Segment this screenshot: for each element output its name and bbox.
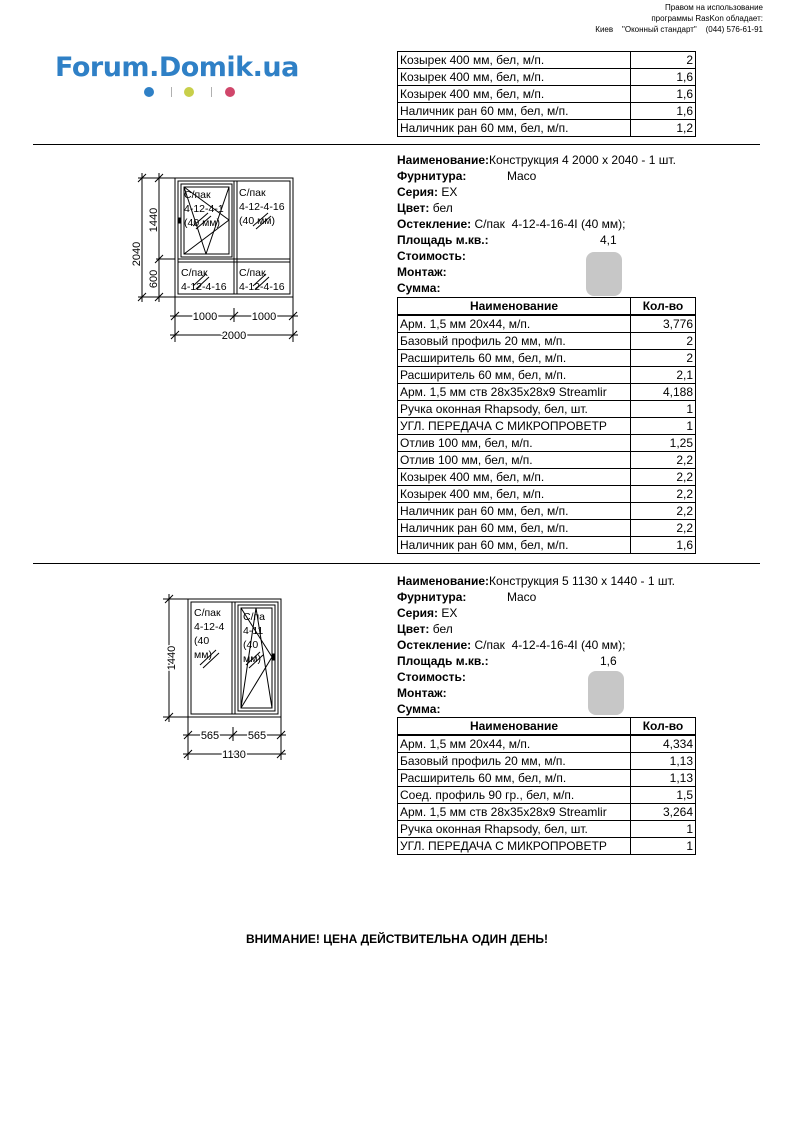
item-name: Расширитель 60 мм, бел, м/п. (398, 770, 631, 787)
price-warning: ВНИМАНИЕ! ЦЕНА ДЕЙСТВИТЕЛЬНА ОДИН ДЕНЬ! (245, 932, 549, 946)
table-row (398, 735, 696, 753)
table-row (398, 753, 696, 770)
pane-label: мм) (243, 653, 261, 665)
label-mounting: Монтаж: (397, 265, 447, 279)
item-qty: 2 (631, 333, 696, 350)
pane-label: С/пак (194, 607, 221, 619)
top-spec-table (397, 51, 696, 137)
logo-separator (171, 87, 172, 97)
label-series: Серия: (397, 606, 439, 620)
label-area: Площадь м.кв.: (397, 233, 489, 247)
item-name: Козырек 400 мм, бел, м/п. (398, 69, 631, 86)
item-qty: 4,188 (631, 384, 696, 401)
table-row (398, 537, 696, 554)
glazing-value: С/пак 4-12-4-16-4I (40 мм); (474, 217, 626, 231)
item-name: УГЛ. ПЕРЕДАЧА С МИКРОПРОВЕТР (398, 418, 631, 435)
logo-dot-blue (144, 87, 154, 97)
item-name: Козырек 400 мм, бел, м/п. (398, 486, 631, 503)
pane-label: С/пак (239, 187, 266, 199)
window-drawing-construction-4 (128, 168, 303, 348)
item-qty: 1,6 (631, 69, 696, 86)
item-name: УГЛ. ПЕРЕДАЧА С МИКРОПРОВЕТР (398, 838, 631, 855)
table-row (398, 367, 696, 384)
item-qty: 1,6 (631, 103, 696, 120)
copyright-line: Правом на использование (665, 3, 763, 12)
pane-label: (40 мм) (239, 215, 276, 227)
item-qty: 3,776 (631, 315, 696, 333)
pane-label: 4-12-4 (194, 621, 225, 633)
copyright-line: программы RasKon обладает: (651, 14, 763, 23)
dim-width-total: 1130 (222, 749, 246, 761)
series-value: EX (441, 606, 458, 620)
item-name: Наличник ран 60 мм, бел, м/п. (398, 120, 631, 137)
color-value: бел (432, 201, 453, 215)
item-qty: 1,25 (631, 435, 696, 452)
area-value: 4,1 (600, 233, 617, 247)
divider (33, 563, 760, 564)
table-row (398, 69, 696, 86)
item-name: Расширитель 60 мм, бел, м/п. (398, 367, 631, 384)
item-qty: 1,6 (631, 537, 696, 554)
pane-label: (40 (243, 639, 259, 651)
table-row (398, 503, 696, 520)
copyright-line: Киев "Оконный стандарт" (044) 576-61-91 (595, 25, 763, 34)
label-hardware: Фурнитура: (397, 169, 467, 183)
construction-info-5 (397, 573, 697, 717)
label-total: Сумма: (397, 702, 441, 716)
item-name: Расширитель 60 мм, бел, м/п. (398, 350, 631, 367)
logo (55, 52, 299, 101)
label-cost: Стоимость: (397, 670, 466, 684)
table-row (398, 401, 696, 418)
item-name: Козырек 400 мм, бел, м/п. (398, 52, 631, 69)
item-name: Козырек 400 мм, бел, м/п. (398, 86, 631, 103)
table-row (398, 52, 696, 69)
item-qty: 2,1 (631, 367, 696, 384)
item-qty: 2,2 (631, 520, 696, 537)
hardware-value: Maco (507, 590, 537, 604)
logo-dots (55, 87, 299, 101)
table-row (398, 418, 696, 435)
table-row (398, 520, 696, 537)
logo-dot-pink (225, 87, 235, 97)
item-qty: 1,2 (631, 120, 696, 137)
table-row (398, 350, 696, 367)
table-row (398, 838, 696, 855)
construction-name: Конструкция 4 2000 х 2040 - 1 шт. (489, 153, 676, 167)
dim-height-top: 1440 (148, 207, 160, 233)
col-header-name: Наименование (398, 298, 631, 316)
table-row (398, 770, 696, 787)
window-drawing-construction-5 (160, 590, 290, 762)
pane-label: 4-12-4-16 (239, 281, 285, 293)
series-value: EX (441, 185, 458, 199)
item-qty: 1,13 (631, 753, 696, 770)
item-name: Арм. 1,5 мм ств 28х35х28х9 Streamlir (398, 804, 631, 821)
item-qty: 2,2 (631, 503, 696, 520)
item-qty: 1,5 (631, 787, 696, 804)
pane-label: (40 мм) (184, 217, 221, 229)
table-row (398, 333, 696, 350)
item-name: Ручка оконная Rhapsody, бел, шт. (398, 821, 631, 838)
item-name: Наличник ран 60 мм, бел, м/п. (398, 103, 631, 120)
spec-table-construction-4 (397, 297, 696, 554)
table-row (398, 435, 696, 452)
label-cost: Стоимость: (397, 249, 466, 263)
item-name: Наличник ран 60 мм, бел, м/п. (398, 503, 631, 520)
item-name: Наличник ран 60 мм, бел, м/п. (398, 537, 631, 554)
dim-height-bottom: 600 (148, 269, 160, 289)
redaction-blob (588, 671, 624, 715)
pane-label: С/па (243, 611, 266, 623)
item-name: Ручка оконная Rhapsody, бел, шт. (398, 401, 631, 418)
item-qty: 1,6 (631, 86, 696, 103)
pane-label: 4-12-4-1 (184, 203, 224, 215)
item-qty: 2,2 (631, 486, 696, 503)
pane-label: С/пак (181, 267, 208, 279)
label-hardware: Фурнитура: (397, 590, 467, 604)
logo-dot-yellow (184, 87, 194, 97)
item-name: Арм. 1,5 мм ств 28х35х28х9 Streamlir (398, 384, 631, 401)
pane-label: мм) (194, 649, 212, 661)
table-row (398, 821, 696, 838)
table-row (398, 787, 696, 804)
label-glazing: Остекление: (397, 638, 472, 652)
col-header-qty: Кол-во (631, 718, 696, 736)
table-row (398, 384, 696, 401)
col-header-qty: Кол-во (631, 298, 696, 316)
table-row (398, 120, 696, 137)
item-name: Арм. 1,5 мм 20х44, м/п. (398, 735, 631, 753)
item-qty: 2 (631, 52, 696, 69)
item-name: Соед. профиль 90 гр., бел, м/п. (398, 787, 631, 804)
pane-label: 4-12-4-16 (181, 281, 227, 293)
area-value: 1,6 (600, 654, 617, 668)
item-name: Козырек 400 мм, бел, м/п. (398, 469, 631, 486)
item-qty: 1 (631, 821, 696, 838)
logo-separator (211, 87, 212, 97)
label-color: Цвет: (397, 201, 430, 215)
item-name: Базовый профиль 20 мм, м/п. (398, 753, 631, 770)
logo-text: Forum.Domik.ua (55, 52, 299, 83)
item-qty: 1 (631, 838, 696, 855)
item-name: Арм. 1,5 мм 20х44, м/п. (398, 315, 631, 333)
hardware-value: Maco (507, 169, 537, 183)
item-qty: 1 (631, 418, 696, 435)
table-row (398, 315, 696, 333)
item-name: Отлив 100 мм, бел, м/п. (398, 435, 631, 452)
pane-label: С/пак (184, 189, 211, 201)
item-qty: 4,334 (631, 735, 696, 753)
item-name: Отлив 100 мм, бел, м/п. (398, 452, 631, 469)
construction-info-4 (397, 152, 697, 296)
dim-width-total: 2000 (221, 330, 247, 342)
item-qty: 3,264 (631, 804, 696, 821)
table-row (398, 469, 696, 486)
item-qty: 1 (631, 401, 696, 418)
divider (33, 144, 760, 145)
table-row (398, 452, 696, 469)
item-name: Базовый профиль 20 мм, м/п. (398, 333, 631, 350)
dim-width-left: 565 (200, 730, 220, 742)
item-qty: 2 (631, 350, 696, 367)
label-series: Серия: (397, 185, 439, 199)
item-qty: 2,2 (631, 469, 696, 486)
dim-width-left: 1000 (192, 311, 218, 323)
label-name: Наименование: (397, 574, 490, 588)
item-qty: 1,13 (631, 770, 696, 787)
pane-label: 4-11 (243, 625, 264, 637)
dim-width-right: 565 (247, 730, 267, 742)
glazing-value: С/пак 4-12-4-16-4I (40 мм); (474, 638, 626, 652)
table-row (398, 103, 696, 120)
color-value: бел (432, 622, 453, 636)
label-mounting: Монтаж: (397, 686, 447, 700)
table-row (398, 804, 696, 821)
table-row (398, 486, 696, 503)
redaction-blob (586, 252, 622, 296)
copyright-notice (595, 2, 763, 35)
col-header-name: Наименование (398, 718, 631, 736)
construction-name: Конструкция 5 1130 х 1440 - 1 шт. (489, 574, 676, 588)
spec-table-construction-5 (397, 717, 696, 855)
pane-label: (40 (194, 635, 210, 647)
label-area: Площадь м.кв.: (397, 654, 489, 668)
item-name: Наличник ран 60 мм, бел, м/п. (398, 520, 631, 537)
dim-height-total: 1440 (166, 645, 178, 671)
dim-width-right: 1000 (251, 311, 277, 323)
label-glazing: Остекление: (397, 217, 472, 231)
item-qty: 2,2 (631, 452, 696, 469)
table-row (398, 86, 696, 103)
pane-label: С/пак (239, 267, 266, 279)
label-total: Сумма: (397, 281, 441, 295)
label-color: Цвет: (397, 622, 430, 636)
label-name: Наименование: (397, 153, 490, 167)
pane-label: 4-12-4-16 (239, 201, 285, 213)
dim-height-total: 2040 (131, 241, 143, 267)
